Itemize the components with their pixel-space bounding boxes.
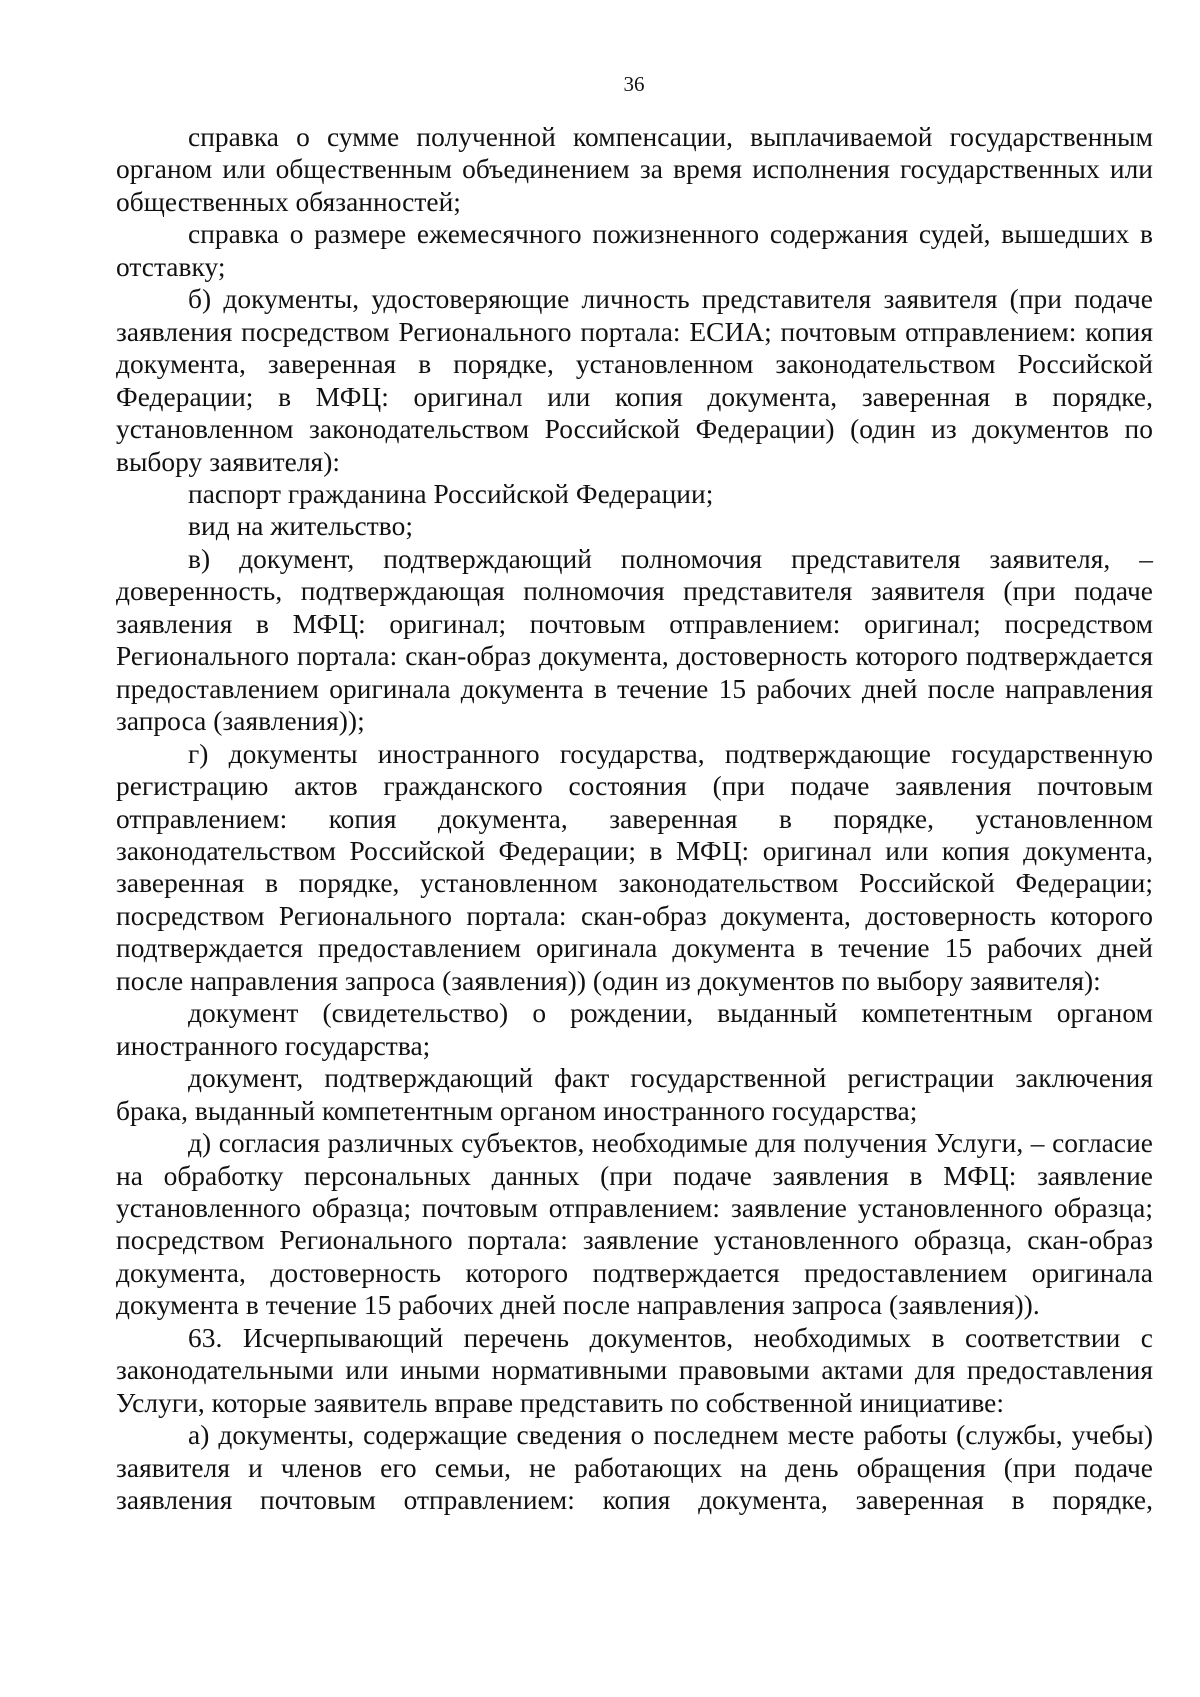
paragraph-residence-permit: вид на жительство; (188, 511, 413, 542)
paragraph-judges-allowance-certificate: справка о размере ежемесячного пожизненного содержания судей, вышедших в отставку; (116, 219, 1153, 282)
paragraph-item-d-consents: д) согласия различных субъектов, необходимые для получения Услуги, – согласие на обработку персональных данных (при подаче заявления в МФЦ: заявление установленного образца; почтовым отправлением: заявление установленного образца; посредством Регионального портала: заявление установленного образца, скан-образ документа, достоверность которого подтверждается предоставлением оригинала документа в течение 15 рабочих дней после направления запроса (заявления)). (116, 1128, 1153, 1321)
page-number: 36 (623, 72, 645, 96)
paragraph-compensation-certificate: справка о сумме полученной компенсации, выплачиваемой государственным органом или общественным объединением за время исполнения государственных или общественных обязанностей; (116, 122, 1153, 217)
paragraph-item-g-foreign-documents: г) документы иностранного государства, подтверждающие государственную регистрацию актов гражданского состояния (при подаче заявления почтовым отправлением: копия документа, заверенная в порядке, установленном законодательством Российской Федерации; в МФЦ: оригинал или копия документа, заверенная в порядке, установленном законодательством Российской Федерации; посредством Регионального портала: скан-образ документа, достоверность которого подтверждается предоставлением оригинала документа в течение 15 рабочих дней после направления запроса (заявления)) (один из документов по выбору заявителя): (116, 738, 1153, 996)
paragraph-item-a-workplace-documents: а) документы, содержащие сведения о последнем месте работы (службы, учебы) заявителя и членов его семьи, не работающих на день обращения (при подаче заявления почтовым отправлением: копия документа, заверенная в порядке, (116, 1420, 1153, 1516)
paragraph-marriage-document: документ, подтверждающий факт государственной регистрации заключения брака, выданный компетентным органом иностранного государства; (116, 1063, 1153, 1126)
paragraph-item-b-identity-documents: б) документы, удостоверяющие личность представителя заявителя (при подаче заявления посредством Регионального портала: ЕСИА; почтовым отправлением: копия документа, заверенная в порядке, установленном законодательством Российской Федерации; в МФЦ: оригинал или копия документа, заверенная в порядке, установленном законодательством Российской Федерации) (один из документов по выбору заявителя): (116, 284, 1153, 477)
paragraph-section-63: 63. Исчерпывающий перечень документов, необходимых в соответствии с законодательными или иными нормативными правовыми актами для предоставления Услуги, которые заявитель вправе представить по собственной инициативе: (116, 1322, 1153, 1418)
document-body (116, 121, 1153, 1516)
paragraph-passport: паспорт гражданина Российской Федерации; (188, 478, 714, 509)
paragraph-item-v-power-of-attorney: в) документ, подтверждающий полномочия представителя заявителя, – доверенность, подтверждающая полномочия представителя заявителя (при подаче заявления в МФЦ: оригинал; почтовым отправлением: оригинал; посредством Регионального портала: скан-образ документа, достоверность которого подтверждается предоставлением оригинала документа в течение 15 рабочих дней после направления запроса (заявления)); (116, 543, 1153, 737)
paragraph-birth-certificate: документ (свидетельство) о рождении, выданный компетентным органом иностранного государства; (116, 998, 1153, 1061)
